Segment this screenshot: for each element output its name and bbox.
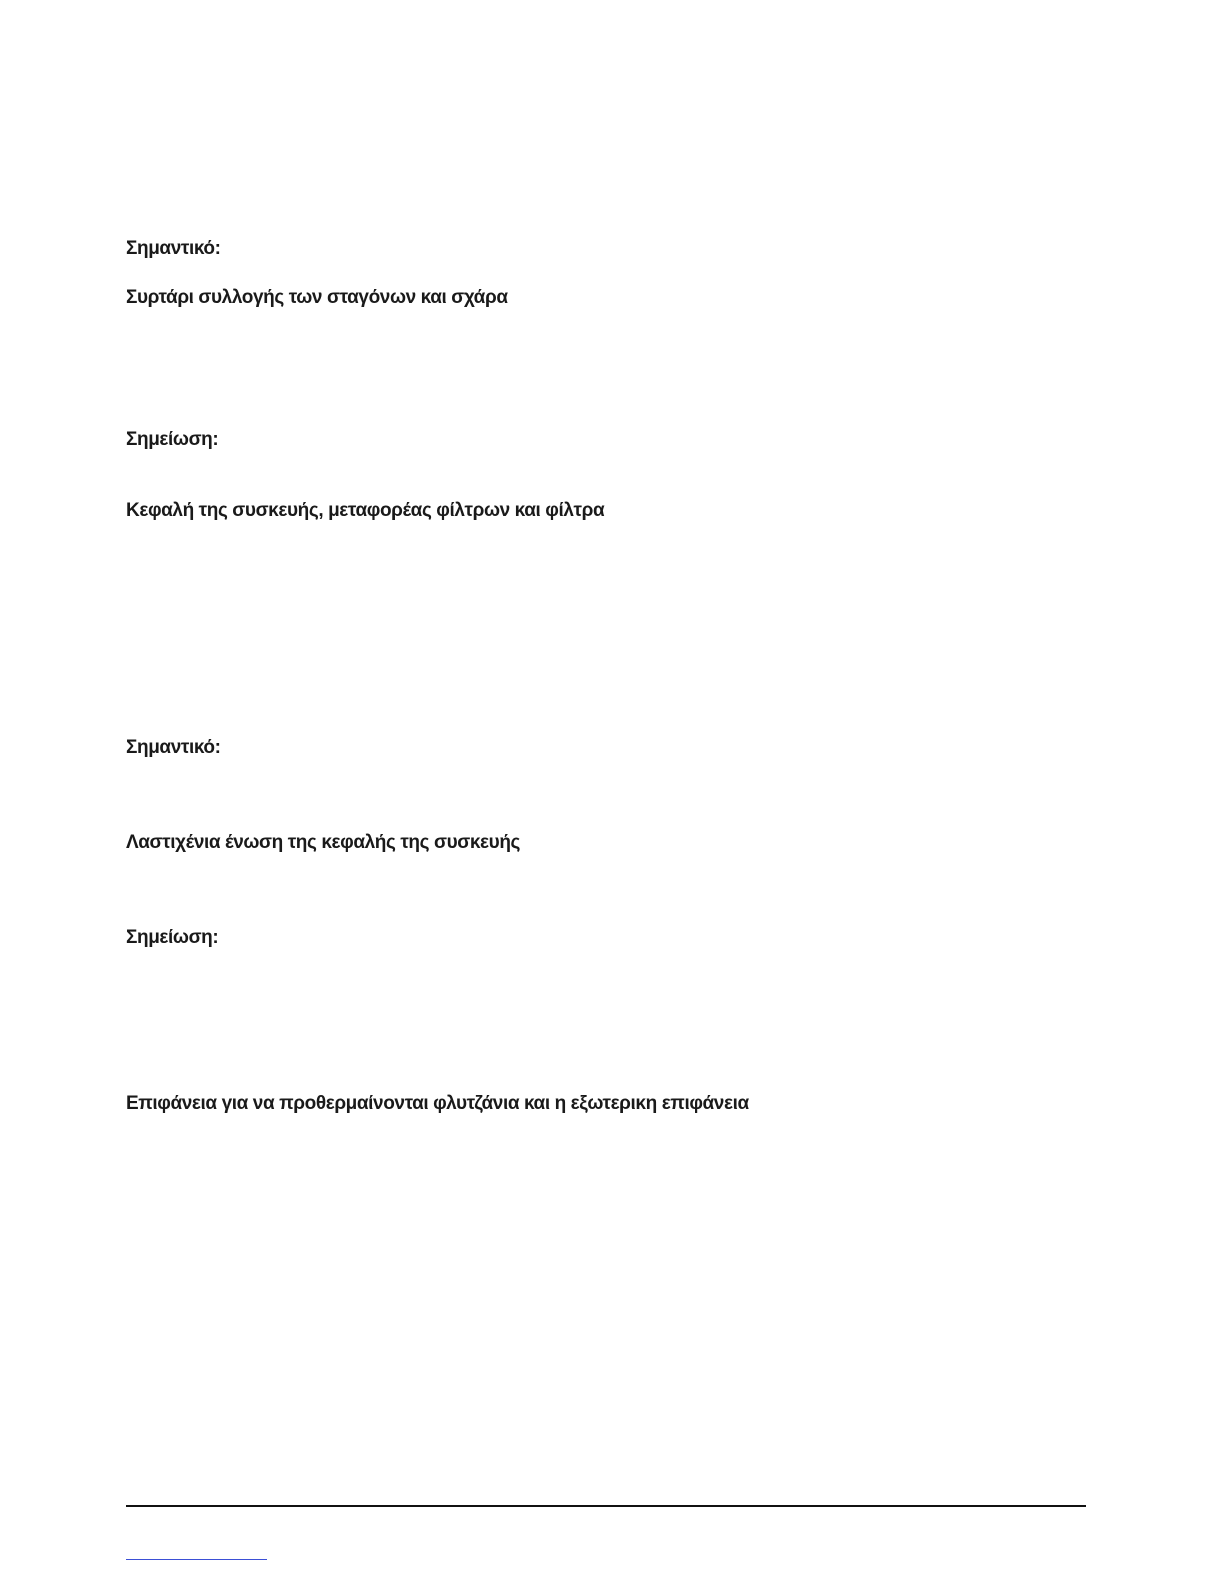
heading-drip-tray-and-grid: Συρτάρι συλλογής των σταγόνων και σχάρα <box>126 287 508 308</box>
note-label-1: Σημείωση: <box>126 429 219 450</box>
note-label-2: Σημείωση: <box>126 927 219 948</box>
heading-brew-head-gasket: Λαστιχένια ένωση της κεφαλής της συσκευής <box>126 832 521 853</box>
heading-brew-head-and-filters: Κεφαλή της συσκευής, μεταφορέας φίλτρων και φίλτρα <box>126 500 605 521</box>
important-label-2: Σημαντικό: <box>126 737 221 758</box>
footnote-divider <box>126 1559 267 1560</box>
heading-cup-warmer-and-exterior: Επιφάνεια για να προθερμαίνονται φλυτζάνια και η εξωτερικη επιφάνεια <box>126 1093 749 1114</box>
footer-divider <box>126 1505 1086 1507</box>
important-label-1: Σημαντικό: <box>126 238 221 259</box>
